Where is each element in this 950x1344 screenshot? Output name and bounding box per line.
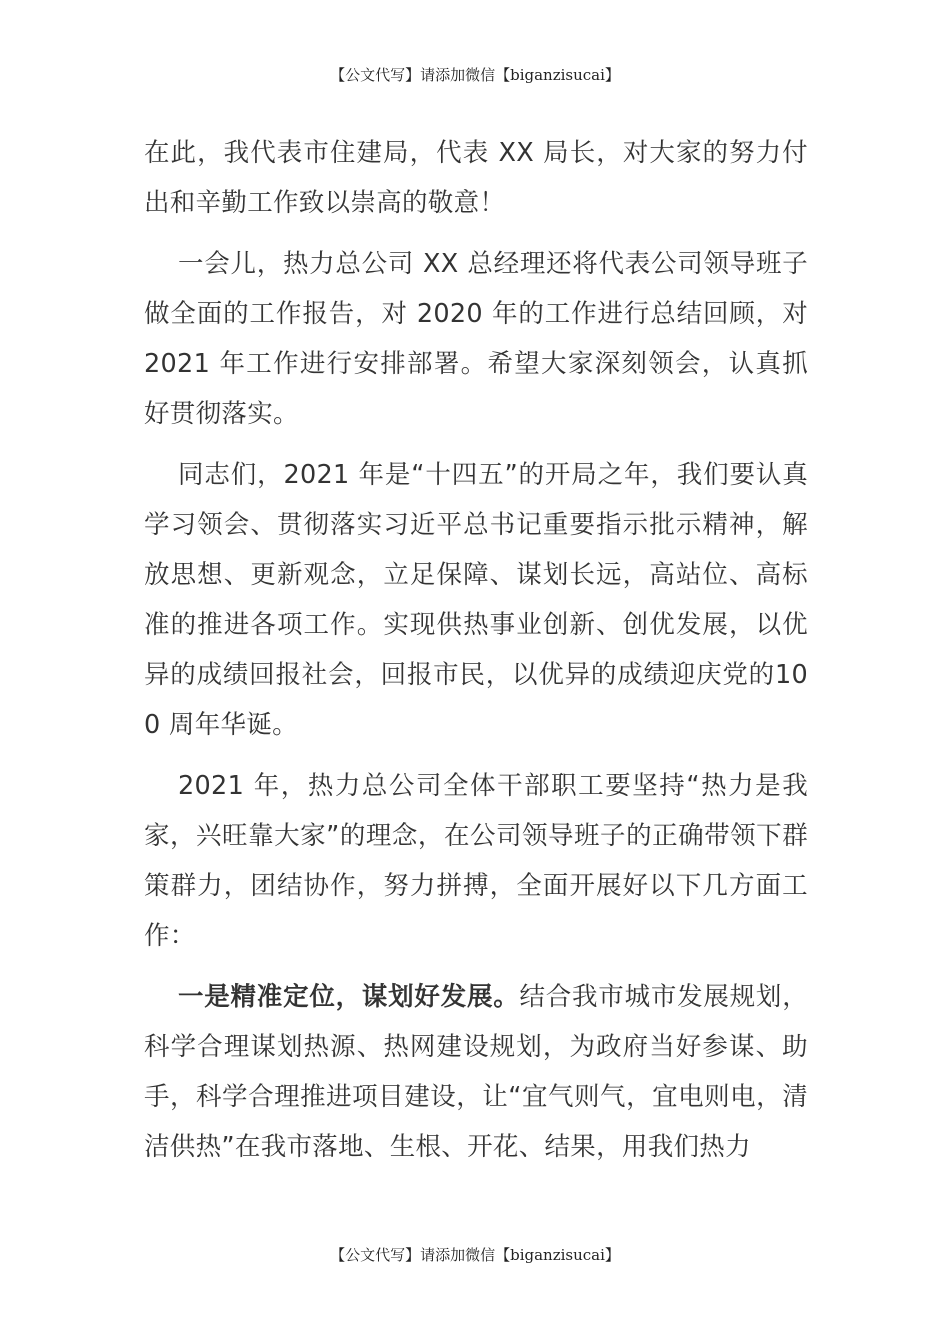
- paragraph-5-heading: 一是精准定位，谋划好发展。: [178, 982, 520, 1012]
- paragraph-1: 在此，我代表市住建局，代表 XX 局长，对大家的努力付出和辛勤工作致以崇高的敬意！: [144, 138, 808, 218]
- document-body: [144, 128, 808, 1172]
- page-footer-watermark: 【公文代写】请添加微信【biganzisucai】: [330, 1246, 620, 1264]
- paragraph-3: 同志们，2021 年是“十四五”的开局之年，我们要认真学习领会、贯彻落实习近平总书记重要指示批示精神，解放思想、更新观念，立足保障、谋划长远，高站位、高标准的推进各项工作。实现供热事业创新、创优发展，以优异的成绩回报社会，回报市民，以优异的成绩迎庆党的100 周年华诞。: [144, 460, 808, 740]
- paragraph-5-text: 结合我市城市发展规划，科学合理谋划热源、热网建设规划，为政府当好参谋、助手，科学合理推进项目建设，让“宜气则气，宜电则电，清洁供热”在我市落地、生根、开花、结果，用我们热力: [144, 982, 808, 1162]
- paragraph-2: 一会儿，热力总公司 XX 总经理还将代表公司领导班子做全面的工作报告，对 2020 年的工作进行总结回顾，对2021 年工作进行安排部署。希望大家深刻领会，认真抓好贯彻落实。: [144, 249, 808, 429]
- paragraph-4: 2021 年，热力总公司全体干部职工要坚持“热力是我家，兴旺靠大家”的理念，在公司领导班子的正确带领下群策群力，团结协作，努力拼搏，全面开展好以下几方面工作：: [144, 771, 808, 951]
- page-header-watermark: 【公文代写】请添加微信【biganzisucai】: [330, 66, 620, 84]
- paragraph-5: [144, 972, 808, 1172]
